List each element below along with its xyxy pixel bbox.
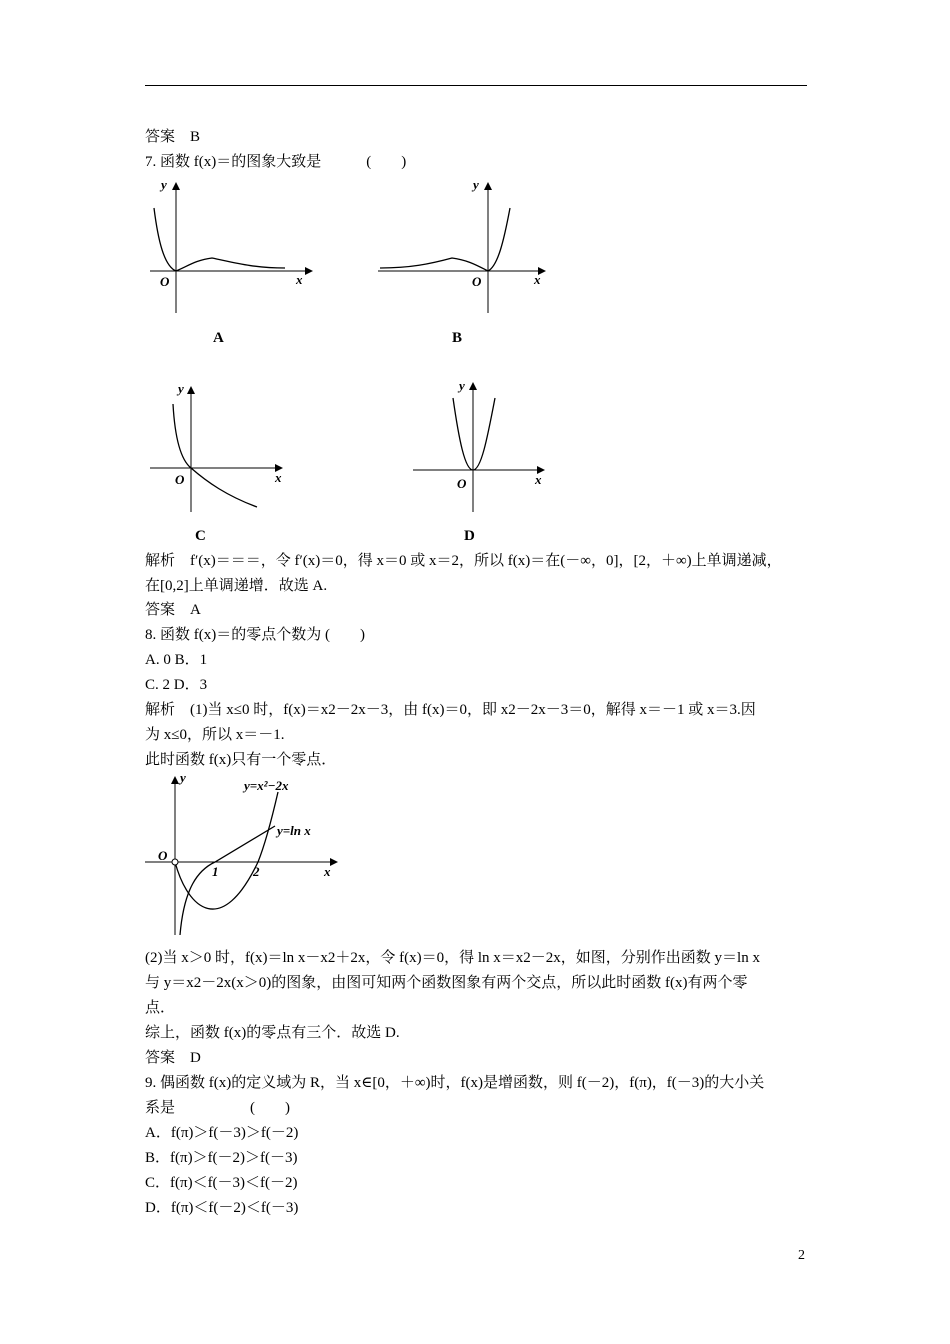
y-axis-label: y bbox=[180, 770, 186, 785]
solution-7-line1: 解析 f′(x)＝＝＝，令 f′(x)＝0，得 x＝0 或 x＝2，所以 f(x)＝在(－∞，0]，[2，＋∞)上单调递减， bbox=[145, 553, 782, 569]
option-9a: A．f(π)＞f(－3)＞f(－2) bbox=[145, 1125, 299, 1141]
tick-2: 2 bbox=[253, 864, 260, 879]
origin-label: O bbox=[158, 848, 168, 863]
question-9-line1: 9. 偶函数 f(x)的定义域为 R，当 x∈[0，＋∞)时，f(x)是增函数，则 f(－2)，f(π)，f(－3)的大小关 bbox=[145, 1075, 765, 1091]
options-8-ab: A. 0 B．1 bbox=[145, 652, 208, 668]
question-9-line2: 系是 ( ) bbox=[145, 1100, 290, 1116]
solution-8-line2: 为 x≤0，所以 x＝－1. bbox=[145, 727, 285, 743]
x-axis-label: x bbox=[534, 272, 541, 287]
y-axis-label: y bbox=[459, 378, 465, 393]
solution-8-line4: (2)当 x＞0 时，f(x)＝ln x－x2＋2x，令 f(x)＝0，得 ln x＝x2－2x，如图，分别作出函数 y＝ln x bbox=[145, 950, 760, 966]
x-axis-label: x bbox=[324, 864, 331, 879]
question-8: 8. 函数 f(x)＝的零点个数为 ( ) bbox=[145, 627, 365, 643]
x-axis-label: x bbox=[535, 472, 542, 487]
parabola-label: y=x²−2x bbox=[244, 778, 289, 793]
page-number: 2 bbox=[798, 1248, 805, 1263]
caption-d: D bbox=[464, 528, 475, 544]
origin-label: O bbox=[175, 472, 185, 487]
caption-b: B bbox=[452, 330, 463, 346]
y-axis-label: y bbox=[473, 177, 479, 192]
graph-option-b bbox=[370, 178, 555, 318]
answer-7: 答案 A bbox=[145, 602, 201, 618]
graph-option-d bbox=[405, 378, 555, 515]
header-rule bbox=[145, 85, 807, 86]
tick-1: 1 bbox=[212, 864, 219, 879]
solution-8-line1: 解析 (1)当 x≤0 时，f(x)＝x2－2x－3，由 f(x)＝0，即 x2－2x－3＝0，解得 x＝－1 或 x＝3.因 bbox=[145, 702, 756, 718]
origin-label: O bbox=[472, 274, 482, 289]
solution-8-line7: 综上，函数 f(x)的零点有三个．故选 D. bbox=[145, 1025, 400, 1041]
option-9d: D．f(π)＜f(－2)＜f(－3) bbox=[145, 1200, 299, 1216]
origin-label: O bbox=[457, 476, 467, 491]
solution-8-line3: 此时函数 f(x)只有一个零点． bbox=[145, 752, 337, 768]
option-9b: B．f(π)＞f(－2)＞f(－3) bbox=[145, 1150, 298, 1166]
origin-label: O bbox=[160, 274, 170, 289]
ln-label: y=ln x bbox=[277, 823, 311, 838]
answer-6: 答案 B bbox=[145, 129, 201, 145]
graph-option-a bbox=[140, 178, 320, 318]
solution-8-line6: 点． bbox=[145, 1000, 176, 1016]
caption-c: C bbox=[195, 528, 206, 544]
question-7: 7. 函数 f(x)＝的图象大致是 ( ) bbox=[145, 154, 407, 170]
option-9c: C．f(π)＜f(－3)＜f(－2) bbox=[145, 1175, 298, 1191]
graph-zeros bbox=[140, 770, 360, 940]
solution-7-line2: 在[0,2]上单调递增．故选 A. bbox=[145, 578, 328, 594]
y-axis-label: y bbox=[178, 381, 184, 396]
x-axis-label: x bbox=[275, 470, 282, 485]
x-axis-label: x bbox=[296, 272, 303, 287]
caption-a: A bbox=[213, 330, 224, 346]
options-8-cd: C. 2 D．3 bbox=[145, 677, 208, 693]
solution-8-line5: 与 y＝x2－2x(x＞0)的图象，由图可知两个函数图象有两个交点，所以此时函数 f(x)有两个零 bbox=[145, 975, 748, 991]
y-axis-label: y bbox=[161, 177, 167, 192]
graph-option-c bbox=[145, 380, 295, 515]
answer-8: 答案 D bbox=[145, 1050, 201, 1066]
